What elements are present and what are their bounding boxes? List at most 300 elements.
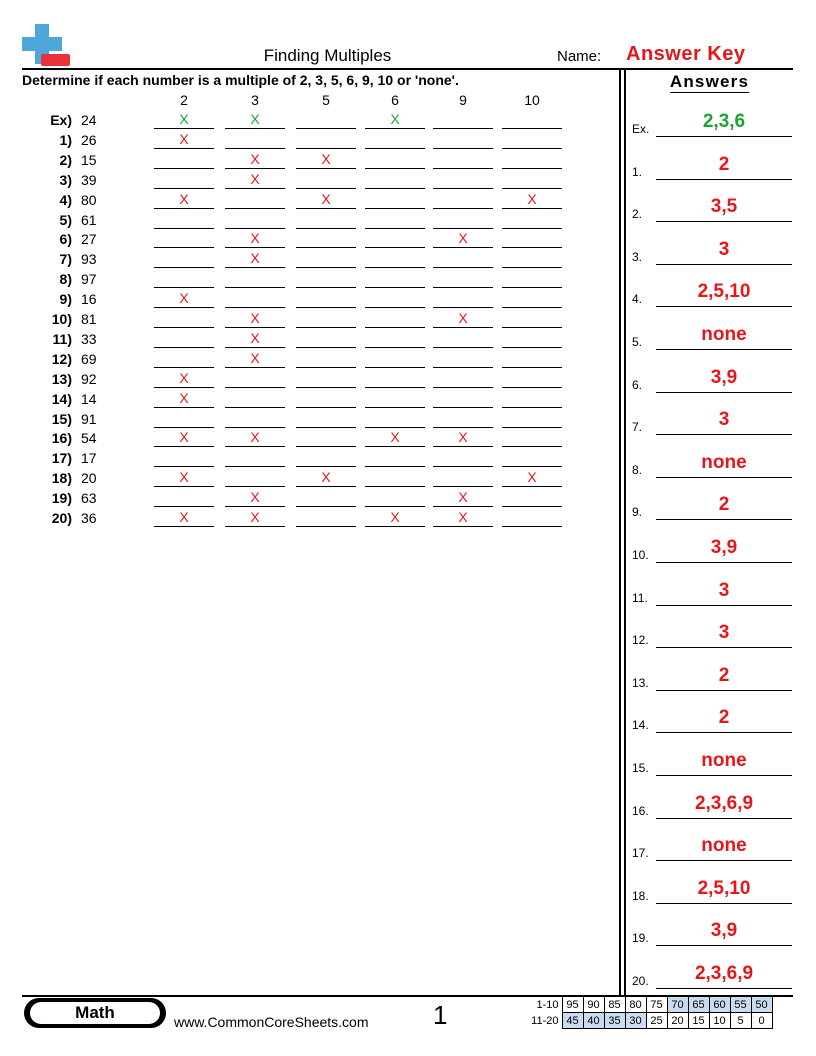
score-cell: 20 — [667, 1013, 688, 1029]
row-number: 16 — [81, 291, 97, 308]
row-label: 14) — [51, 390, 72, 407]
row-number: 14 — [81, 390, 97, 407]
answer-blank — [154, 526, 214, 527]
answer-line — [656, 945, 792, 946]
row-number: 81 — [81, 311, 97, 327]
row-number: 97 — [81, 271, 97, 288]
answer-blank — [502, 228, 562, 229]
answer-blank — [225, 247, 285, 248]
row-label: 13) — [51, 370, 72, 387]
answer-blank — [365, 466, 425, 467]
answer-line — [656, 860, 792, 861]
answer-blank — [433, 506, 493, 507]
row-label: 15) — [51, 410, 72, 427]
answer-label: Ex. — [632, 122, 650, 136]
answer-value: 3 — [718, 579, 730, 601]
row-number: 26 — [81, 131, 97, 148]
multiple-mark: X — [179, 509, 189, 525]
answer-blank — [296, 128, 356, 129]
answer-blank — [225, 347, 285, 348]
answer-label: 10. — [632, 548, 649, 562]
answer-blank — [433, 407, 493, 408]
answer-value: 2 — [718, 707, 730, 729]
answer-blank — [225, 228, 285, 229]
answer-line — [656, 732, 792, 733]
answer-label: 17. — [632, 846, 649, 861]
answer-label: 9. — [632, 505, 643, 520]
answer-blank — [502, 486, 562, 487]
row-number: 20 — [81, 470, 97, 487]
divisor-header: 6 — [391, 92, 399, 108]
answer-value: 2,3,6,9 — [694, 963, 754, 984]
row-label: 19) — [51, 490, 72, 507]
answer-blank — [225, 168, 285, 169]
multiple-mark: X — [527, 190, 537, 207]
answer-label: 16. — [632, 803, 649, 818]
answer-blank — [296, 287, 356, 288]
answer-blank — [433, 427, 493, 428]
answer-blank — [154, 427, 214, 428]
answer-blank — [365, 148, 425, 149]
row-number: 15 — [81, 151, 97, 168]
row-label: 2) — [59, 151, 72, 168]
row-number: 69 — [81, 350, 97, 367]
score-cell: 50 — [751, 997, 772, 1013]
answer-blank — [502, 128, 562, 129]
multiple-mark: X — [250, 310, 260, 326]
row-number: 63 — [81, 490, 97, 507]
answer-blank — [433, 168, 493, 169]
score-cell: 60 — [709, 997, 730, 1013]
answer-blank — [154, 307, 214, 308]
score-cell: 35 — [604, 1013, 625, 1029]
answer-blank — [154, 486, 214, 487]
answer-blank — [433, 526, 493, 527]
multiple-mark: X — [458, 509, 468, 525]
multiple-mark: X — [458, 230, 468, 247]
answer-blank — [154, 188, 214, 189]
multiple-mark: X — [250, 329, 260, 346]
score-table — [528, 996, 773, 1029]
answer-value: 3 — [718, 409, 730, 431]
answer-value: none — [701, 451, 747, 473]
name-label: Name: — [557, 48, 602, 65]
answer-blank — [502, 466, 562, 467]
header-divider — [22, 68, 793, 70]
answer-value: 3,5 — [710, 196, 738, 218]
answer-blank — [225, 327, 285, 328]
answer-label: 3. — [632, 249, 643, 264]
answer-blank — [365, 407, 425, 408]
answer-blank — [433, 208, 493, 209]
multiple-mark: X — [179, 130, 189, 147]
answer-blank — [502, 208, 562, 209]
answer-blank — [502, 247, 562, 248]
answer-label: 12. — [632, 633, 649, 648]
answer-blank — [296, 307, 356, 308]
answer-label: 11. — [632, 590, 648, 605]
answer-blank — [225, 307, 285, 308]
answer-line — [656, 264, 792, 265]
answer-blank — [154, 247, 214, 248]
answer-label: 1. — [632, 164, 643, 179]
answer-blank — [154, 327, 214, 328]
answer-blank — [296, 247, 356, 248]
answer-blank — [296, 446, 356, 447]
score-cell: 10 — [709, 1013, 730, 1029]
score-cell: 85 — [604, 997, 625, 1013]
score-cell: 90 — [583, 997, 604, 1013]
answer-blank — [433, 128, 493, 129]
answer-blank — [296, 506, 356, 507]
answer-blank — [296, 407, 356, 408]
answer-blank — [433, 247, 493, 248]
divisor-header: 2 — [180, 92, 188, 108]
answer-blank — [296, 466, 356, 467]
row-label: 10) — [51, 311, 72, 327]
answer-value: 3,9 — [710, 920, 738, 942]
answer-blank — [502, 387, 562, 388]
site-url: www.CommonCoreSheets.com — [174, 1014, 369, 1030]
row-label: 9) — [59, 291, 72, 308]
answer-blank — [502, 148, 562, 149]
answer-value: none — [701, 835, 747, 857]
answer-label: 18. — [632, 888, 649, 903]
multiple-mark: X — [321, 469, 331, 486]
answer-blank — [365, 327, 425, 328]
column-divider — [624, 70, 626, 996]
multiple-mark: X — [250, 111, 260, 127]
row-number: 61 — [81, 211, 97, 228]
answer-blank — [433, 486, 493, 487]
answer-blank — [225, 208, 285, 209]
answer-blank — [154, 466, 214, 467]
row-label: 6) — [59, 231, 72, 248]
multiple-mark: X — [321, 190, 331, 207]
score-cell: 75 — [646, 997, 667, 1013]
answer-blank — [225, 287, 285, 288]
row-number: 80 — [81, 191, 97, 208]
answer-label: 8. — [632, 462, 643, 477]
answer-line — [656, 647, 792, 648]
score-cell: 55 — [730, 997, 751, 1013]
score-cell: 65 — [688, 997, 709, 1013]
score-cell: 0 — [751, 1013, 772, 1029]
answer-blank — [296, 267, 356, 268]
answer-blank — [365, 347, 425, 348]
answer-blank — [225, 526, 285, 527]
answer-blank — [502, 367, 562, 368]
answer-blank — [433, 466, 493, 467]
multiple-mark: X — [179, 429, 189, 446]
multiple-mark: X — [250, 429, 260, 446]
answer-blank — [365, 287, 425, 288]
row-number: 91 — [81, 410, 97, 427]
answer-blank — [433, 287, 493, 288]
answer-blank — [433, 387, 493, 388]
answer-blank — [365, 367, 425, 368]
answer-line — [656, 477, 792, 478]
instructions: Determine if each number is a multiple of 2, 3, 5, 6, 9, 10 or 'none'. — [22, 72, 459, 88]
answer-blank — [433, 148, 493, 149]
score-cell: 40 — [583, 1013, 604, 1029]
multiple-mark: X — [250, 489, 260, 506]
row-number: 17 — [81, 450, 97, 467]
answer-line — [656, 775, 792, 776]
answer-blank — [365, 168, 425, 169]
answer-line — [656, 988, 792, 989]
row-number: 33 — [81, 330, 97, 347]
answer-blank — [154, 367, 214, 368]
row-number: 36 — [81, 510, 97, 526]
answer-blank — [154, 228, 214, 229]
answer-blank — [154, 168, 214, 169]
score-cell: 95 — [562, 997, 583, 1013]
row-label: 3) — [59, 171, 72, 188]
answer-blank — [296, 208, 356, 209]
multiple-mark: X — [179, 369, 189, 386]
answer-value: none — [701, 750, 747, 771]
answer-blank — [433, 347, 493, 348]
answer-blank — [225, 486, 285, 487]
answer-blank — [433, 267, 493, 268]
row-label: Ex) — [50, 112, 72, 128]
answer-label: 19. — [632, 931, 649, 946]
name-value: Answer Key — [626, 43, 746, 65]
answer-blank — [296, 387, 356, 388]
page-title: Finding Multiples — [263, 46, 392, 65]
answer-blank — [296, 168, 356, 169]
score-cell: 45 — [562, 1013, 583, 1029]
answer-blank — [365, 208, 425, 209]
answer-blank — [433, 327, 493, 328]
answer-line — [656, 605, 792, 606]
answer-value: 2 — [718, 153, 730, 175]
answer-blank — [433, 367, 493, 368]
answer-line — [656, 221, 792, 222]
row-number: 93 — [81, 251, 97, 268]
answer-value: 2 — [718, 664, 730, 686]
column-divider — [619, 70, 621, 996]
answer-blank — [296, 188, 356, 189]
answer-line — [656, 306, 792, 307]
row-number: 92 — [81, 370, 97, 387]
answer-value: 2,3,6,9 — [694, 792, 754, 814]
multiple-mark: X — [458, 310, 468, 326]
answer-blank — [433, 307, 493, 308]
answer-value: 3,9 — [710, 537, 738, 558]
answer-blank — [296, 327, 356, 328]
answer-line — [656, 903, 792, 904]
answer-blank — [365, 506, 425, 507]
multiple-mark: X — [390, 429, 400, 446]
answer-line — [656, 818, 792, 819]
divisor-header: 9 — [459, 92, 467, 108]
answer-label: 7. — [632, 420, 643, 435]
answer-blank — [154, 347, 214, 348]
answer-blank — [502, 446, 562, 447]
answer-label: 14. — [632, 718, 649, 733]
multiple-mark: X — [179, 389, 189, 406]
score-cell: 5 — [730, 1013, 751, 1029]
row-label: 12) — [51, 350, 72, 367]
multiple-mark: X — [458, 489, 468, 506]
answer-blank — [154, 267, 214, 268]
answer-blank — [154, 128, 214, 129]
answer-blank — [365, 307, 425, 308]
answer-blank — [502, 287, 562, 288]
answer-blank — [433, 188, 493, 189]
answer-blank — [296, 486, 356, 487]
score-cell: 80 — [625, 997, 646, 1013]
page-number: 1 — [433, 1000, 448, 1030]
answer-blank — [502, 407, 562, 408]
answer-line — [656, 392, 792, 393]
answer-blank — [225, 188, 285, 189]
row-label: 18) — [51, 470, 72, 487]
answer-line — [656, 519, 792, 520]
row-number: 39 — [81, 171, 97, 188]
answer-blank — [296, 367, 356, 368]
multiple-mark: X — [250, 230, 260, 247]
multiple-mark: X — [458, 429, 468, 446]
answer-blank — [365, 486, 425, 487]
answer-blank — [502, 267, 562, 268]
answer-line — [656, 690, 792, 691]
answer-value: 2 — [718, 494, 730, 516]
answer-blank — [502, 327, 562, 328]
answer-blank — [154, 407, 214, 408]
answer-line — [656, 136, 792, 137]
answer-blank — [225, 148, 285, 149]
answer-value: 3 — [718, 238, 730, 260]
answer-label: 20. — [632, 974, 649, 988]
answer-blank — [502, 307, 562, 308]
answer-blank — [296, 148, 356, 149]
answer-blank — [365, 446, 425, 447]
answer-blank — [225, 367, 285, 368]
score-cell: 30 — [625, 1013, 646, 1029]
answer-blank — [502, 188, 562, 189]
answer-blank — [225, 387, 285, 388]
answer-value: 3 — [718, 622, 730, 644]
answer-blank — [154, 148, 214, 149]
answer-blank — [296, 228, 356, 229]
score-range-label: 11-20 — [531, 1014, 559, 1027]
answer-blank — [365, 387, 425, 388]
answer-label: 15. — [632, 761, 649, 775]
answer-blank — [365, 228, 425, 229]
answer-blank — [502, 427, 562, 428]
answer-blank — [225, 267, 285, 268]
row-label: 7) — [59, 251, 72, 268]
answer-blank — [225, 506, 285, 507]
answer-blank — [296, 427, 356, 428]
divisor-header: 5 — [322, 92, 330, 108]
answer-blank — [154, 287, 214, 288]
answer-label: 5. — [632, 335, 643, 349]
row-number: 24 — [81, 112, 97, 128]
multiple-mark: X — [179, 111, 189, 127]
answer-line — [656, 179, 792, 180]
answer-blank — [154, 208, 214, 209]
score-row — [528, 1013, 772, 1029]
row-label: 17) — [51, 450, 72, 467]
answer-label: 6. — [632, 377, 643, 392]
answer-blank — [154, 387, 214, 388]
answer-value: 2,5,10 — [697, 281, 751, 303]
multiple-mark: X — [179, 469, 189, 486]
answer-line — [656, 434, 792, 435]
subject-label: Math — [30, 1002, 160, 1024]
answer-blank — [296, 526, 356, 527]
row-label: 1) — [59, 131, 72, 148]
answers-title-text: Answers — [669, 72, 750, 91]
multiple-mark: X — [179, 290, 189, 307]
multiple-mark: X — [321, 150, 331, 167]
row-label: 20) — [51, 510, 72, 526]
answer-blank — [502, 168, 562, 169]
multiple-mark: X — [250, 170, 260, 187]
score-row — [528, 997, 772, 1013]
divisor-header: 10 — [524, 92, 540, 108]
multiple-mark: X — [250, 150, 260, 167]
answer-blank — [154, 446, 214, 447]
multiple-mark: X — [390, 509, 400, 525]
row-label: 11) — [52, 330, 72, 347]
multiple-mark: X — [390, 111, 400, 127]
row-number: 54 — [81, 430, 97, 447]
answer-blank — [225, 466, 285, 467]
score-range-label: 1-10 — [536, 998, 559, 1011]
answer-blank — [225, 407, 285, 408]
row-label: 16) — [51, 430, 72, 447]
multiple-mark: X — [179, 190, 189, 207]
answer-blank — [365, 526, 425, 527]
row-label: 4) — [59, 191, 72, 208]
answer-blank — [502, 506, 562, 507]
answer-value: 2,5,10 — [697, 877, 751, 899]
answer-blank — [365, 267, 425, 268]
score-cell: 70 — [667, 997, 688, 1013]
answer-value: none — [701, 324, 747, 345]
answer-blank — [365, 247, 425, 248]
answer-blank — [365, 188, 425, 189]
answer-blank — [502, 526, 562, 527]
answer-line — [656, 349, 792, 350]
multiple-mark: X — [250, 509, 260, 525]
answer-blank — [365, 427, 425, 428]
answer-blank — [296, 347, 356, 348]
score-cell: 15 — [688, 1013, 709, 1029]
multiple-mark: X — [527, 469, 537, 486]
answer-blank — [225, 446, 285, 447]
answer-value: 3,9 — [710, 366, 738, 388]
answer-blank — [365, 128, 425, 129]
answer-blank — [225, 128, 285, 129]
answer-blank — [502, 347, 562, 348]
answer-line — [656, 562, 792, 563]
answers-title — [626, 72, 793, 92]
answer-label: 4. — [632, 292, 643, 307]
answer-label: 2. — [632, 207, 643, 222]
divisor-header: 3 — [251, 92, 259, 108]
answer-value: 2,3,6 — [702, 111, 746, 132]
answer-blank — [225, 427, 285, 428]
row-label: 5) — [59, 211, 72, 228]
answer-blank — [433, 228, 493, 229]
answer-label: 13. — [632, 675, 649, 690]
